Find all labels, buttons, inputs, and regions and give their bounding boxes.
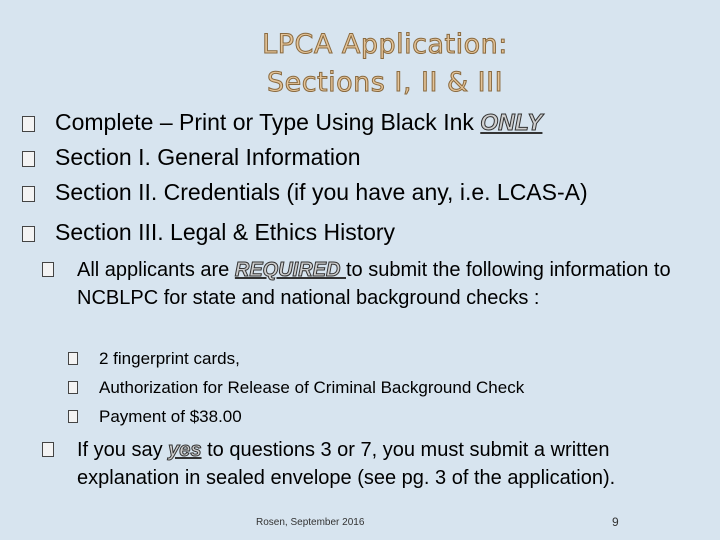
sub-sub-bullet-box-icon: [68, 410, 78, 423]
slide-title: [0, 26, 720, 102]
bullet-section-1: Section I. General Information: [55, 144, 361, 170]
bullet-box-icon: [22, 226, 35, 242]
bullet-complete-text: Complete – Print or Type Using Black Ink: [55, 109, 481, 135]
sub-bullet-box-icon: [42, 442, 54, 457]
sub-sub-bullet-box-icon: [68, 381, 78, 394]
sub-bullet-required: [77, 256, 697, 312]
bullet-section-3: Section III. Legal & Ethics History: [55, 219, 396, 245]
sub-sub-bullet-box-icon: [68, 352, 78, 365]
item-fingerprint-cards: 2 fingerprint cards,: [99, 349, 240, 368]
sub-bullet-yes: [77, 436, 677, 492]
page-number: 9: [612, 515, 619, 529]
yes-text-before: If you say: [77, 439, 169, 461]
bullet-box-icon: [22, 116, 35, 132]
item-payment: Payment of $38.00: [99, 407, 242, 426]
emphasis-yes: yes: [168, 439, 202, 461]
yes-text-after: to questions 3 or 7, you must submit a written explanation in sealed envelope (see pg. 3 of the application).: [77, 439, 616, 489]
bullet-box-icon: [22, 151, 35, 167]
title-line-2: Sections I, II & III: [266, 67, 504, 98]
footer-author: Rosen, September 2016: [256, 517, 365, 528]
title-line-1: LPCA Application:: [262, 29, 508, 60]
required-text-before: All applicants are: [77, 259, 235, 281]
bullet-section-2: Section II. Credentials (if you have any, i.e. LCAS-A): [55, 179, 588, 205]
bullet-box-icon: [22, 186, 35, 202]
sub-bullet-box-icon: [42, 262, 54, 277]
emphasis-only: ONLY: [480, 109, 543, 135]
required-text-after: to submit the following information to NCBLPC for state and national background checks :: [77, 259, 671, 309]
item-authorization: Authorization for Release of Criminal Background Check: [99, 378, 525, 397]
emphasis-required: REQUIRED: [234, 259, 346, 281]
bullet-complete: [55, 107, 542, 137]
